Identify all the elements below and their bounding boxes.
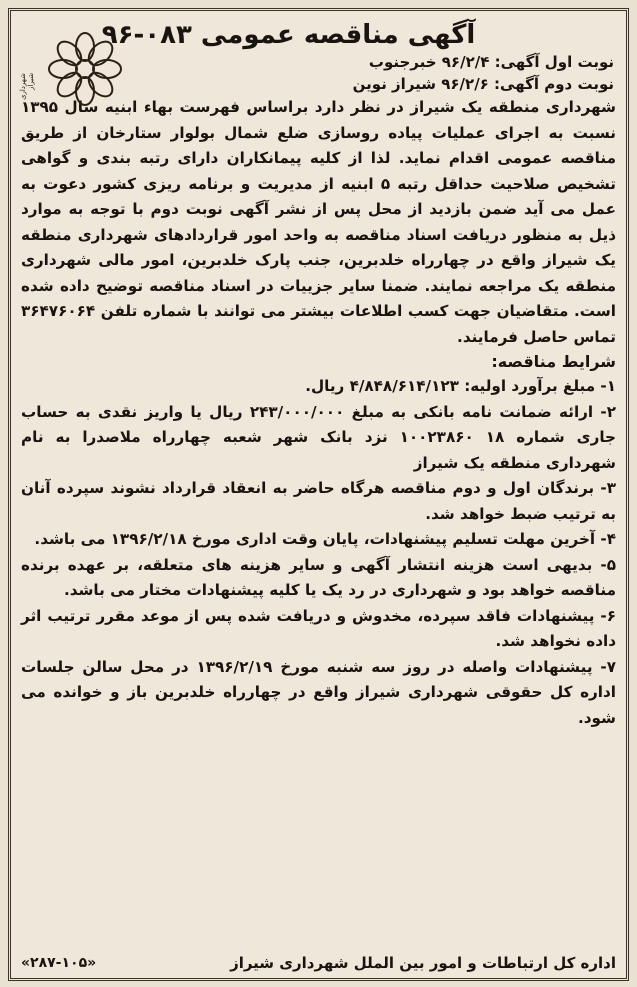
condition-item: ۷- پیشنهادات واصله در روز سه شنبه مورخ ۱۳۹۶/۲/۱۹ در محل سالن جلسات اداره کل حقوقی شهرداری شیراز واقع در چهارراه خلدبرین باز و خوانده می شود.: [21, 657, 616, 727]
notice-intro: شهرداری منطقه یک شیراز در نظر دارد براساس فهرست بهاء ابنیه سال ۱۳۹۵ نسبت به اجرای عملیات پیاده روسازی ضلع شمال بولوار ستارخان از طریق مناقصه عمومی اقدام نماید. لذا از کلیه پیمانکاران دارای رتبه بندی و گواهی تشخیص صلاحیت حداقل رتبه ۵ ابنیه از مدیریت و برنامه ریزی کشور دعوت به عمل می آید ضمن بازدید از محل پس از نشر آگهی نوبت دوم با توجه به موارد ذیل به منظور دریافت اسناد مناقصه به واحد امور قراردادهای شهرداری منطقه یک شیراز واقع در چهارراه خلدبرین، جنب پارک خلدبرین، امور مالی شهرداری منطقه یک مراجعه نمایند. ضمنا سایر جزییات در اسناد مناقصه توضیح داده شده است. متقاضیان جهت کسب اطلاعات بیشتر می توانند با شماره تلفن ۳۶۴۷۶۰۶۴ تماس حاصل فرمایند.: [21, 98, 616, 346]
condition-item: ۵- بدیهی است هزینه انتشار آگهی و سایر هزینه های متعلقه، بر عهده برنده مناقصه خواهد بود و شهرداری در رد یک یا کلیه پیشنهادات مختار می باشد.: [21, 555, 616, 599]
conditions-heading: شرایط مناقصه:: [491, 352, 616, 371]
notice-title: آگهی مناقصه عمومی ۰۸۳-۹۶: [101, 20, 476, 50]
footer-organization: اداره کل ارتباطات و امور بین الملل شهرداری شیراز: [230, 954, 616, 972]
footer: [21, 954, 616, 972]
first-publish-line: نوبت اول آگهی: ۹۶/۲/۴ خبرجنوب: [368, 53, 614, 71]
condition-item: ۳- برندگان اول و دوم مناقصه هرگاه حاضر به انعقاد قرارداد نشوند سپرده آنان به ترتیب ضبط خواهد شد.: [21, 479, 616, 523]
second-publish-line: نوبت دوم آگهی: ۹۶/۲/۶ شیراز نوین: [352, 75, 614, 93]
condition-item: ۴- آخرین مهلت تسلیم پیشنهادات، پایان وقت اداری مورخ ۱۳۹۶/۲/۱۸ می باشد.: [34, 530, 616, 548]
tender-notice: [8, 8, 629, 981]
logo-caption: شهرداری شیراز: [19, 73, 35, 100]
condition-item: ۱- مبلغ برآورد اولیه: ۴/۸۴۸/۶۱۴/۱۲۳ ریال.: [305, 377, 616, 395]
condition-item: ۲- ارائه ضمانت نامه بانکی به مبلغ ۲۴۳/۰۰۰/۰۰۰ ریال یا واریز نقدی به حساب جاری شماره ۱۸ ۱۰۰۲۳۸۶۰ نزد بانک شهر شعبه چهارراه ملاصدرا به نام شهرداری منطقه یک شیراز: [21, 402, 616, 472]
condition-item: ۶- پیشنهادات فاقد سپرده، مخدوش و دریافت شده پس از موعد مقرر ترتیب اثر داده نخواهد شد.: [21, 606, 616, 650]
footer-code: «۲۸۷-۱۰۵»: [21, 955, 97, 971]
